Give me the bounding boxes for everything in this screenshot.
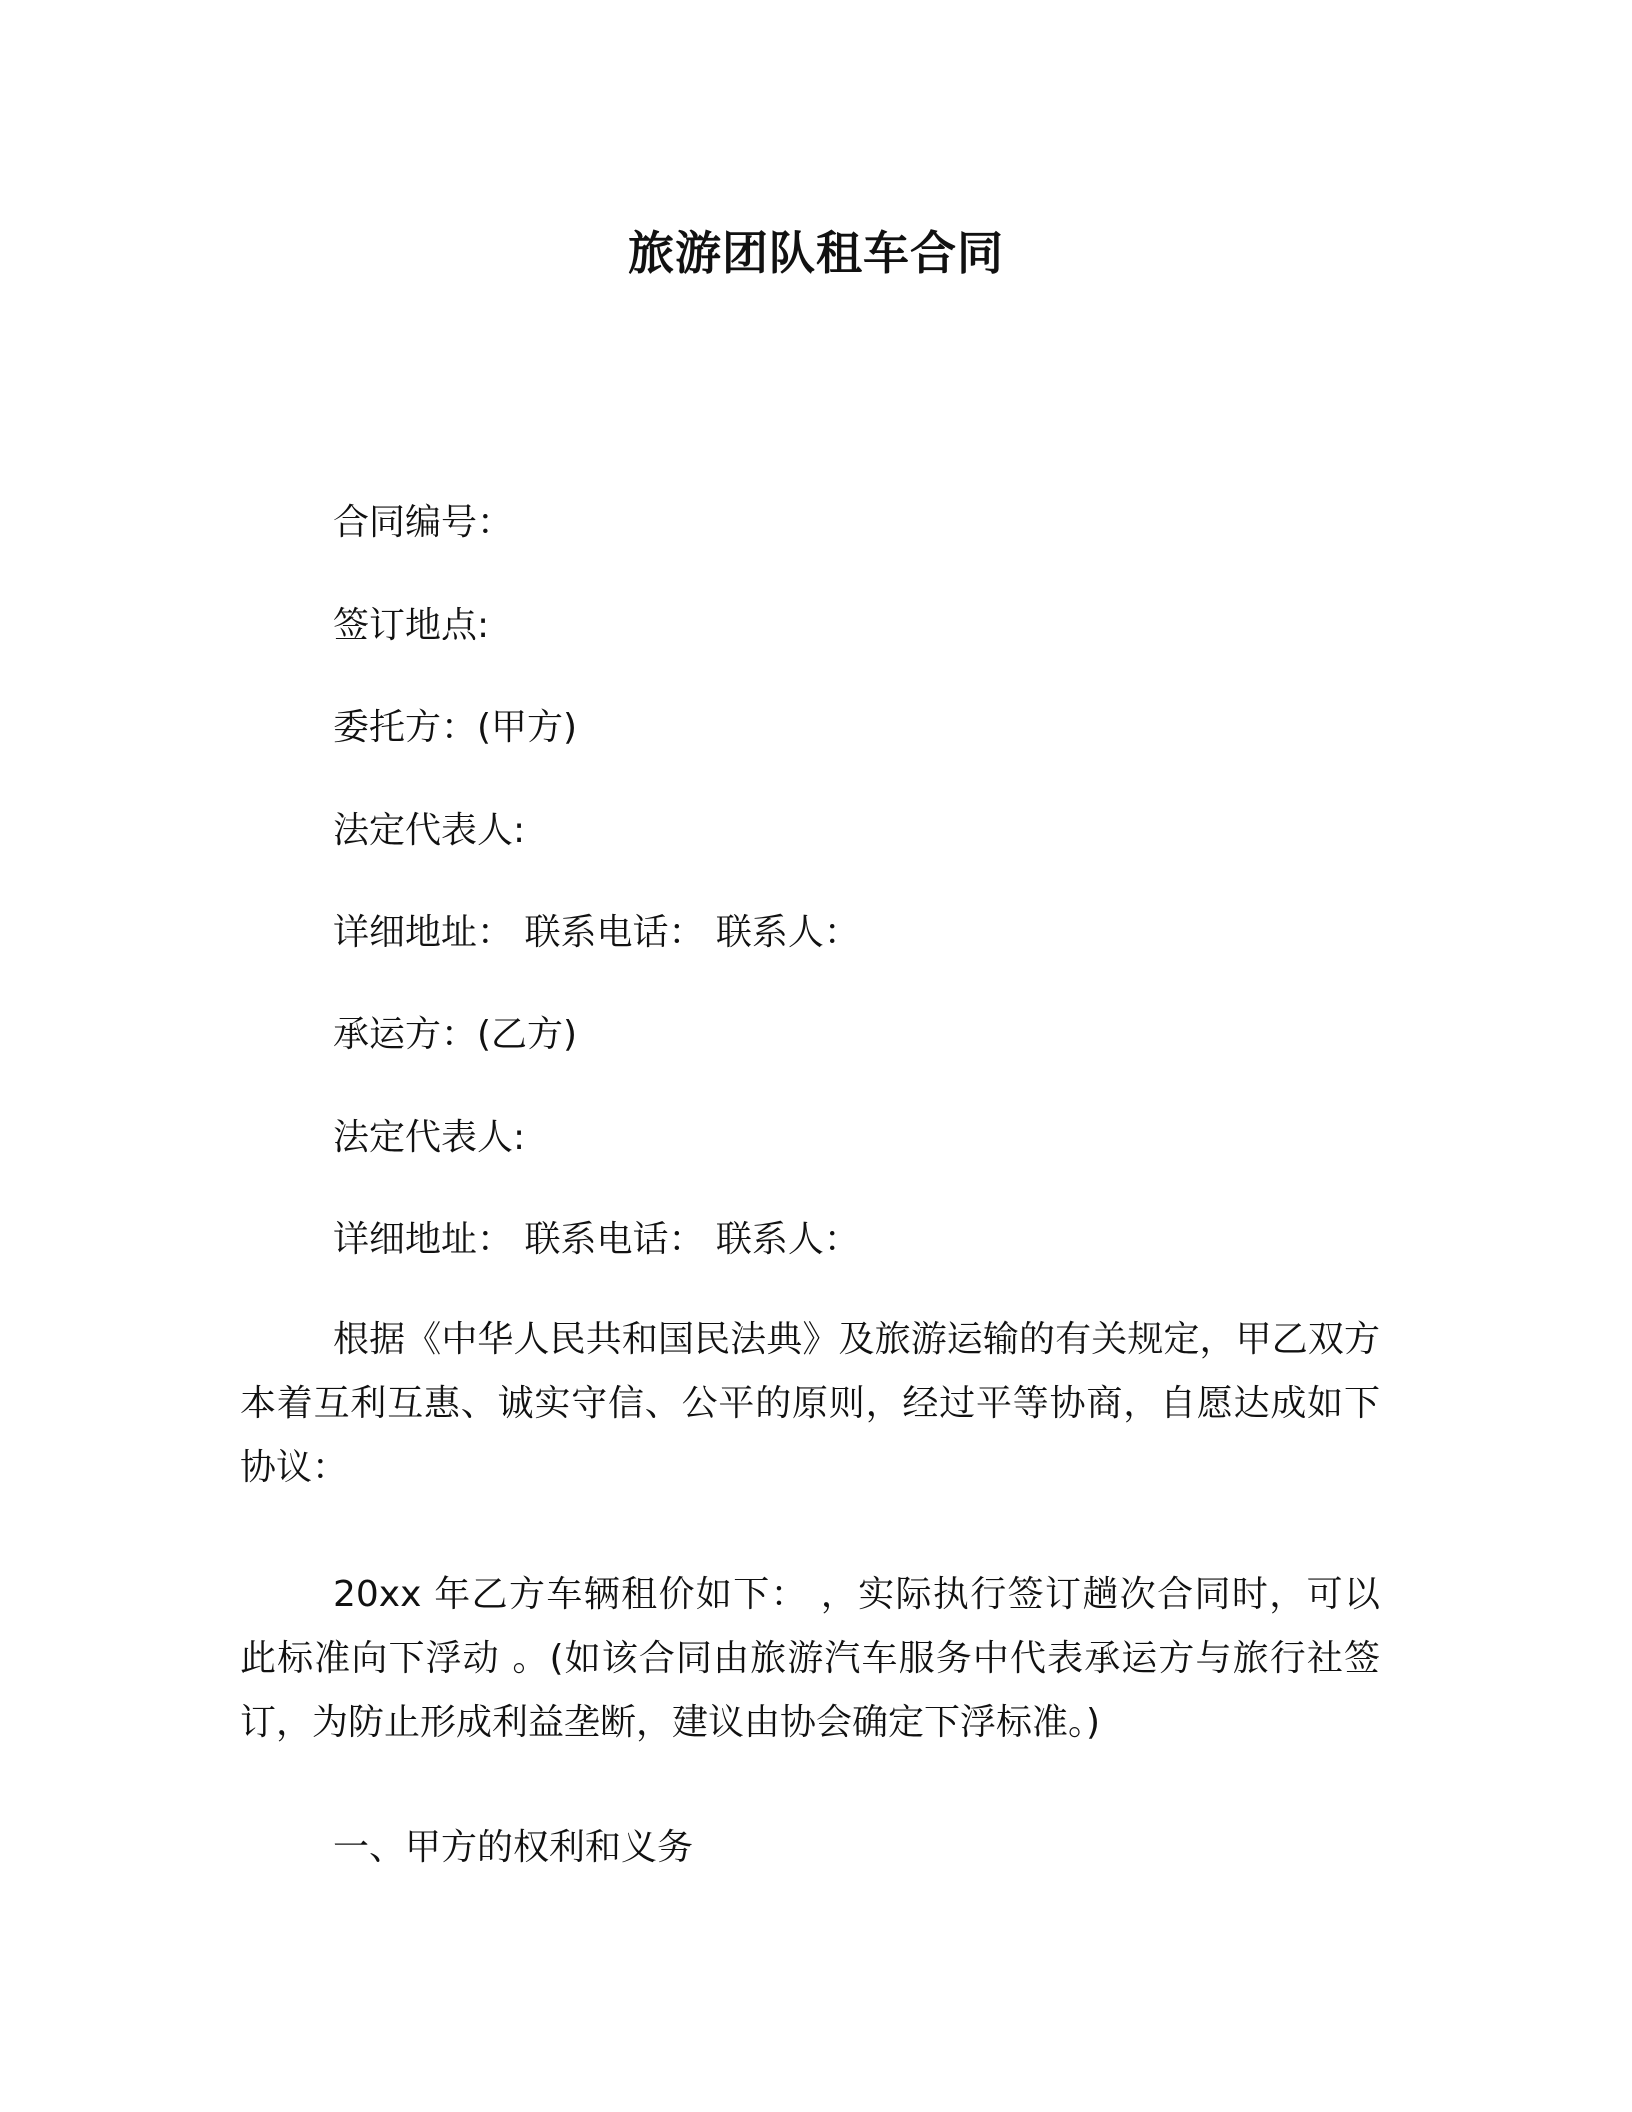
contract-number-field: 合同编号： — [333, 502, 514, 543]
party-a-representative-field: 法定代表人: — [333, 810, 526, 851]
document-title: 旅游团队租车合同 — [628, 226, 1004, 280]
party-a-field: 委托方：(甲方) — [333, 707, 578, 748]
party-a-contact-field: 详细地址： 联系电话： 联系人： — [333, 912, 860, 953]
party-b-field: 承运方：(乙方) — [333, 1014, 578, 1055]
section-heading: 一、甲方的权利和义务 — [333, 1827, 694, 1868]
pricing-paragraph: 20xx 年乙方车辆租价如下： ，实际执行签订趟次合同时，可以此标准向下浮动 。(如该合同由旅游汽车服务中代表承运方与旅行社签订，为防止形成利益垄断，建议由协会确定下浮标准。) — [240, 1574, 1380, 1743]
signing-place-field: 签订地点: — [333, 605, 490, 646]
party-b-contact-field: 详细地址： 联系电话： 联系人： — [333, 1219, 860, 1260]
preamble-paragraph: 根据《中华人民共和国民法典》及旅游运输的有关规定，甲乙双方本着互利互惠、诚实守信、公平的原则，经过平等协商，自愿达成如下协议： — [240, 1319, 1380, 1488]
party-b-representative-field: 法定代表人: — [333, 1117, 526, 1158]
